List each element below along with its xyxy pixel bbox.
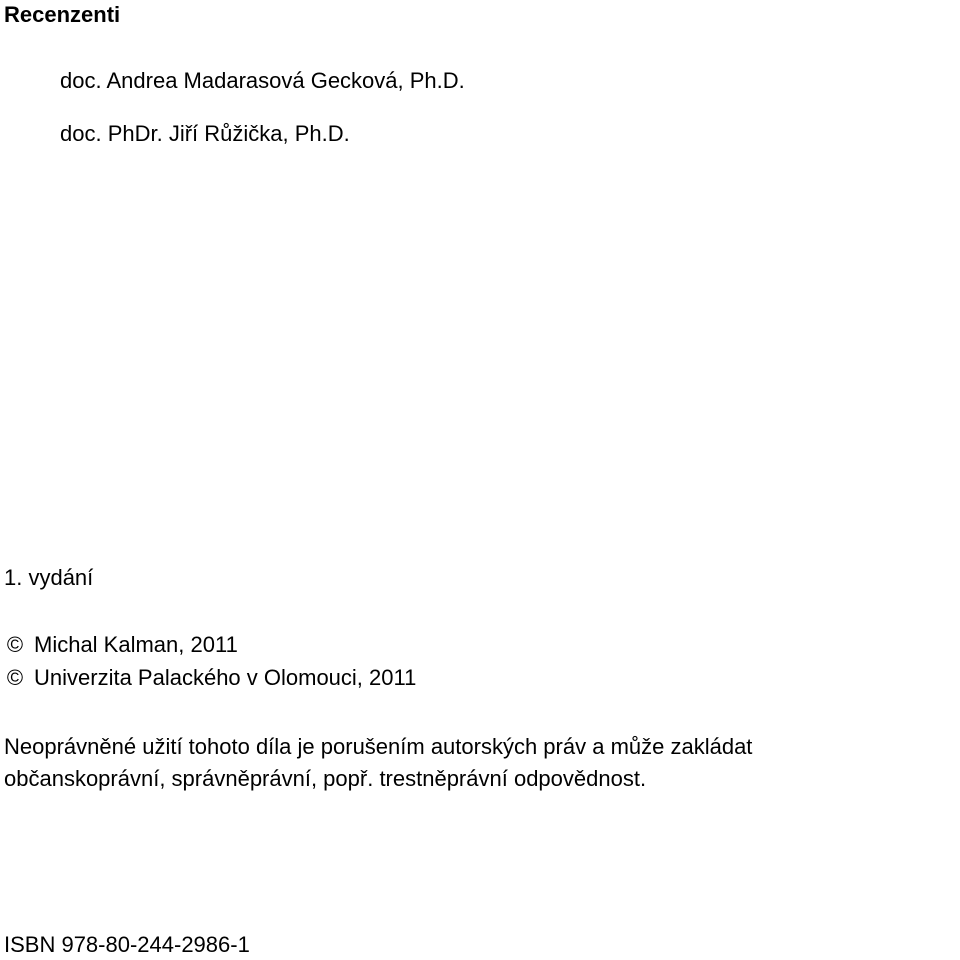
legal-notice-line: občanskoprávní, správněprávní, popř. trestněprávní odpovědnost.: [4, 766, 647, 791]
legal-notice: [4, 731, 752, 795]
legal-notice-line: Neoprávněné užití tohoto díla je porušením autorských práv a může zakládat: [4, 734, 753, 759]
edition-statement: 1. vydání: [4, 565, 94, 590]
copyright-icon: ©: [6, 665, 24, 690]
copyright-line: [4, 661, 416, 694]
isbn: ISBN 978-80-244-2986-1: [4, 932, 250, 957]
reviewer-name: doc. PhDr. Jiří Růžička, Ph.D.: [60, 121, 350, 146]
reviewer-name: doc. Andrea Madarasová Gecková, Ph.D.: [60, 68, 465, 93]
copyright-icon: ©: [6, 632, 24, 657]
copyright-block: [4, 628, 416, 694]
copyright-line: [4, 628, 416, 661]
reviewers-list: [60, 66, 465, 172]
reviewers-heading: Recenzenti: [4, 2, 121, 27]
copyright-holder: Michal Kalman, 2011: [34, 632, 238, 657]
copyright-holder: Univerzita Palackého v Olomouci, 2011: [34, 665, 417, 690]
